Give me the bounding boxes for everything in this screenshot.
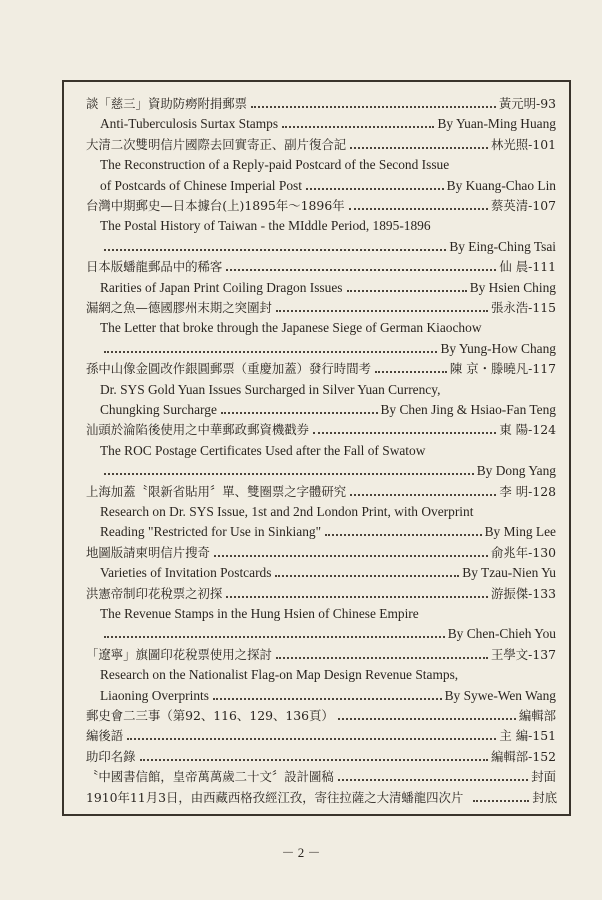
author-zh: 蔡英清 — [490, 198, 529, 213]
author-en: By Kuang-Chao Lin — [446, 177, 556, 193]
article-title-en: The Revenue Stamps in the Hung Hsien of Chinese Empire — [100, 606, 419, 621]
page-number: 117 — [532, 361, 556, 377]
article-title-zh: 編後語 — [86, 728, 124, 744]
author-zh: 黃元明 — [498, 96, 537, 111]
page-dash: - — [528, 422, 533, 438]
toc-line — [100, 683, 556, 703]
author-en: By Yuan-Ming Huang — [437, 116, 556, 132]
toc-line — [86, 642, 556, 662]
toc-line — [86, 132, 556, 152]
author-zh: 陳 京・滕曉凡 — [449, 361, 529, 377]
author-zh: 編輯部 — [490, 748, 529, 764]
toc-line — [86, 417, 556, 437]
author-en: By Ming Lee — [484, 524, 556, 540]
page-dash: - — [528, 585, 533, 601]
author-zh: 張永浩 — [490, 300, 529, 315]
toc-line — [86, 193, 556, 213]
page-number: 107 — [532, 198, 556, 213]
article-title-zh: 日本版蟠龍郵品中的稀客 — [86, 259, 223, 275]
toc-line — [86, 91, 556, 111]
article-title-zh: 台灣中期郵史—日本據台(上)1895年～1896年 — [86, 198, 345, 213]
article-title-zh: 〝中國書信館，皇帝萬萬歲二十文〞設計圖稿 — [86, 769, 334, 785]
toc-line — [100, 336, 556, 356]
dot-leader — [473, 800, 529, 802]
page-dash: - — [528, 544, 533, 560]
toc-line — [86, 581, 556, 601]
dot-leader — [104, 473, 474, 475]
dot-leader — [140, 759, 488, 761]
dot-leader — [104, 636, 445, 638]
page-number: 151 — [532, 728, 556, 744]
toc-line — [86, 703, 556, 723]
dot-leader — [276, 657, 488, 659]
toc-line — [100, 152, 556, 172]
page-dash: - — [528, 259, 533, 275]
toc-line — [86, 785, 556, 805]
page-dash: - — [528, 300, 533, 315]
page-dash: - — [528, 646, 533, 662]
article-title-en: The Reconstruction of a Reply-paid Postcard of the Second Issue — [100, 157, 450, 173]
toc-line — [100, 275, 556, 295]
author-en: By Eing-Ching Tsai — [449, 238, 556, 254]
dot-leader — [251, 106, 496, 108]
dot-leader — [338, 718, 516, 720]
article-title-en: Varieties of Invitation Postcards — [100, 565, 272, 581]
dot-leader — [350, 494, 496, 496]
toc-line — [86, 295, 556, 315]
dot-leader — [276, 310, 488, 312]
page-dash: - — [528, 136, 533, 152]
author-zh: 林光照 — [490, 136, 529, 152]
page-number: 137 — [532, 646, 556, 662]
toc-line — [86, 356, 556, 376]
article-title-en: The ROC Postage Certificates Used after the Fall of Swatow — [100, 442, 426, 458]
article-title-zh: 大清二次雙明信片國際去回實寄正、副片復合記 — [86, 136, 347, 152]
author-zh: 仙 晨 — [499, 259, 529, 275]
article-title-en: Research on the Nationalist Flag-on Map Design Revenue Stamps, — [100, 667, 459, 683]
dot-leader — [275, 575, 459, 577]
author-en: By Hsien Ching — [469, 279, 556, 295]
page-dash: - — [528, 361, 533, 377]
toc-line — [86, 744, 556, 764]
author-en: By Dong Yang — [476, 463, 556, 479]
page-number: 93 — [540, 96, 556, 111]
page-number: － 2 － — [281, 845, 321, 860]
article-title-zh: 地圖版請柬明信片搜奇 — [86, 544, 210, 560]
author-zh: 俞兆年 — [490, 544, 529, 560]
article-title-en: Anti-Tuberculosis Surtax Stamps — [100, 116, 279, 132]
author-zh: 主 編 — [499, 728, 529, 744]
page-dash: - — [528, 483, 533, 499]
toc-line — [86, 254, 556, 274]
dot-leader — [338, 779, 528, 781]
toc-line — [100, 315, 556, 335]
dot-leader — [226, 596, 488, 598]
dot-leader — [306, 188, 444, 190]
page-number: 130 — [532, 544, 556, 560]
page-number: 101 — [532, 136, 556, 152]
dot-leader — [213, 698, 442, 700]
toc-line — [100, 234, 556, 254]
article-title-zh: 郵史會二三事（第92、116、129、136頁） — [86, 708, 334, 723]
page-dash: - — [528, 748, 533, 764]
article-title-zh: 上海加蓋〝限新省貼用〞單、雙圈票之字體研究 — [86, 483, 347, 499]
toc-line — [100, 662, 556, 682]
toc-line — [100, 397, 556, 417]
article-title-zh: 1910年11月3日，由西藏西格孜經江孜，寄往拉薩之大清蟠龍四次片 — [86, 789, 464, 805]
article-title-en: Chungking Surcharge — [100, 402, 217, 417]
toc-line — [86, 764, 556, 784]
toc-line — [100, 111, 556, 131]
article-title-zh: 汕頭於淪陷後使用之中華郵政郵資機戳券 — [86, 422, 310, 438]
page-dash: - — [536, 96, 541, 111]
author-en: By Chen-Chieh You — [447, 626, 556, 642]
page-number: 152 — [532, 748, 556, 764]
toc-line — [100, 519, 556, 539]
dot-leader — [350, 147, 488, 149]
toc-line — [100, 458, 556, 478]
toc-line — [100, 601, 556, 621]
article-title-en: The Postal History of Taiwan - the MIddle Period, 1895-1896 — [100, 218, 431, 234]
dot-leader — [104, 351, 437, 353]
page-number: 124 — [532, 422, 556, 438]
article-title-en: Rarities of Japan Print Coiling Dragon Issues — [100, 279, 343, 295]
author-zh: 封面 — [531, 769, 556, 785]
dot-leader — [313, 432, 496, 434]
author-zh: 封底 — [532, 789, 558, 805]
toc-line — [100, 438, 556, 458]
dot-leader — [347, 290, 467, 292]
dot-leader — [104, 249, 446, 251]
article-title-zh: 助印名錄 — [86, 748, 136, 764]
author-en: By Sywe-Wen Wang — [444, 687, 556, 703]
toc-line — [100, 377, 556, 397]
toc-line — [100, 499, 556, 519]
toc-line — [100, 213, 556, 233]
article-title-zh: 孫中山像金圓改作銀圓郵票（重慶加蓋）發行時間考 — [86, 361, 371, 377]
author-zh: 游振傑 — [490, 585, 529, 601]
article-title-zh: 談「慈三」資助防癆附捐郵票 — [86, 96, 248, 111]
page-number: 128 — [532, 483, 556, 499]
toc-line — [100, 173, 556, 193]
dot-leader — [127, 738, 496, 740]
page-dash: - — [528, 198, 533, 213]
dot-leader — [325, 534, 482, 536]
toc-line — [86, 540, 556, 560]
dot-leader — [375, 371, 447, 373]
dot-leader — [221, 412, 378, 414]
toc-line — [86, 479, 556, 499]
author-zh: 編輯部 — [518, 708, 556, 723]
toc-line — [86, 723, 556, 743]
toc-line — [100, 621, 556, 641]
article-title-en: Liaoning Overprints — [100, 687, 209, 703]
page-number: 111 — [532, 259, 556, 275]
author-zh: 李 明 — [499, 483, 529, 499]
article-title-en: of Postcards of Chinese Imperial Post — [100, 177, 302, 193]
article-title-zh: 「遼寧」旗圖印花稅票使用之探討 — [86, 646, 272, 662]
dot-leader — [349, 208, 488, 210]
dot-leader — [214, 555, 488, 557]
dot-leader — [226, 269, 496, 271]
author-en: By Yung-How Chang — [440, 340, 556, 356]
page-number: 133 — [532, 585, 556, 601]
article-title-en: The Letter that broke through the Japanese Siege of German Kiaochow — [100, 320, 482, 336]
author-zh: 王學文 — [490, 646, 529, 662]
article-title-en: Dr. SYS Gold Yuan Issues Surcharged in Silver Yuan Currency, — [100, 381, 441, 397]
article-title-zh: 洪憲帝制印花稅票之初探 — [86, 585, 223, 601]
page-number: 115 — [532, 300, 556, 315]
author-en: By Tzau-Nien Yu — [462, 565, 556, 581]
page-dash: - — [528, 728, 533, 744]
author-zh: 東 陽 — [499, 422, 529, 438]
dot-leader — [282, 126, 434, 128]
article-title-en: Reading "Restricted for Use in Sinkiang" — [100, 524, 322, 540]
author-en: By Chen Jing & Hsiao-Fan Teng — [380, 402, 556, 417]
toc-line — [100, 560, 556, 580]
article-title-zh: 漏網之魚—德國膠州末期之突圍封 — [86, 300, 272, 315]
article-title-en: Research on Dr. SYS Issue, 1st and 2nd London Print, with Overprint — [100, 504, 474, 519]
